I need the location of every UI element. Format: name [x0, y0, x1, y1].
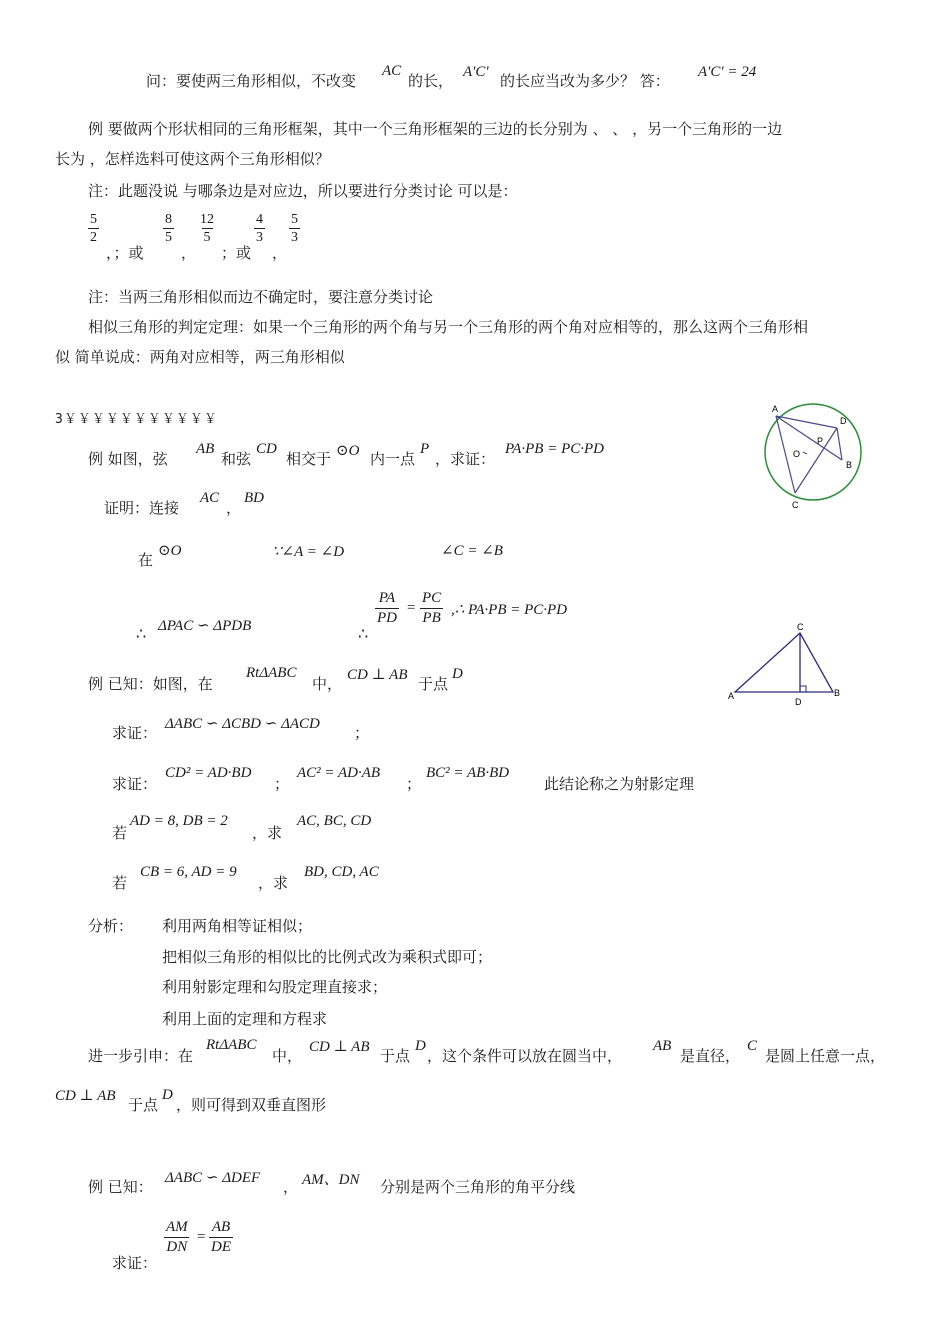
math-pa-pb: PA·PB = PC·PD — [505, 441, 605, 457]
text-length: 的长， — [408, 72, 454, 90]
math-cd: CD — [256, 441, 277, 457]
ex4-in: 中， — [312, 675, 343, 693]
eq-cd-squared: CD² = AD·BD — [165, 765, 252, 781]
eq-bc-squared: BC² = AB·BD — [426, 765, 510, 781]
example-2-line-2: 长为 ，怎样选料可使这两个三角形相似？ — [55, 150, 330, 168]
label-p: P — [817, 436, 824, 446]
ext2-d: D — [162, 1087, 173, 1103]
tri-label-d: D — [795, 697, 802, 707]
ex5-similar: ΔABC ∽ ΔDEF — [165, 1170, 261, 1186]
fraction-pc-pb: $\frac{PC}{PB}$ — [422, 590, 442, 626]
therefore-2: ∴ — [358, 624, 369, 643]
if-1-equation: AD = 8, DB = 2 — [130, 813, 228, 829]
angle-c-b: ∠C = ∠B — [441, 543, 503, 559]
ext-diameter: 是直径， — [680, 1047, 741, 1065]
if-2-find: ，求 — [258, 874, 289, 892]
ex5-comma: ， — [283, 1178, 299, 1196]
example-5-lead: 例 已知： — [88, 1178, 153, 1196]
ext-foot: 于点 — [380, 1047, 411, 1065]
triangle-figure — [725, 620, 850, 710]
ext2-perp: CD ⊥ AB — [55, 1088, 116, 1104]
tri-label-c: C — [797, 622, 804, 632]
eq-ac-squared: AC² = AD·AB — [297, 765, 381, 781]
ext-ab: AB — [653, 1038, 672, 1054]
analysis-4: 利用上面的定理和方程求 — [162, 1010, 328, 1028]
analysis-label: 分析： — [88, 917, 134, 935]
eq-sep-1: ； — [274, 775, 290, 793]
if-1-vars: AC, BC, CD — [297, 813, 372, 829]
note-1: 注：此题没说 与哪条边是对应边，所以要进行分类讨论 可以是： — [88, 182, 518, 200]
label-b: B — [846, 460, 853, 470]
fraction-result: ,∴ PA·PB = PC·PD — [451, 602, 568, 618]
right-angle-mark — [800, 686, 806, 692]
chord-dc — [795, 428, 837, 493]
if-1-find: ，求 — [252, 824, 283, 842]
ext2-foot: 于点 — [128, 1096, 159, 1114]
similar-pac-pdb: ΔPAC ∽ ΔPDB — [158, 618, 252, 634]
theorem-line-1: 相似三角形的判定定理：如果一个三角形的两个角与另一个三角形的两个角对应相等的，那么这两个三角形相 — [88, 318, 809, 336]
ex4-perp: CD ⊥ AB — [347, 667, 408, 683]
if-2-equation: CB = 6, AD = 9 — [140, 864, 237, 880]
fraction-5-2: $\frac{5}{2}$ — [90, 212, 97, 245]
example-2-line-1: 例 要做两个形状相同的三角形框架，其中一个三角形框架的三边的长分别为 、 、 ，另一个三角形的一边 — [88, 120, 783, 138]
analysis-2: 把相似三角形的相似比的比例式改为乘积式即可； — [162, 948, 493, 966]
label-a: A — [772, 404, 779, 414]
prove-semicolon: ； — [354, 724, 370, 742]
if-1: 若 — [112, 824, 128, 842]
theorem-line-2: 似 简单说成：两角对应相等，两三角形相似 — [55, 348, 345, 366]
fraction-4-3: $\frac{4}{3}$ — [256, 212, 263, 245]
projection-theorem-note: 此结论称之为射影定理 — [544, 775, 695, 793]
center-mark — [803, 452, 807, 454]
proof-ac: AC — [200, 490, 220, 506]
math-apcp: A'C' — [463, 64, 489, 80]
if-2: 若 — [112, 874, 128, 892]
text-and-chord: 和弦 — [221, 450, 252, 468]
ext-c: C — [747, 1038, 758, 1054]
tri-label-b: B — [834, 688, 841, 698]
if-2-vars: BD, CD, AC — [304, 864, 379, 880]
question-text: 问：要使两三角形相似，不改变 — [146, 72, 357, 90]
text-prove: ，求证： — [435, 450, 496, 468]
ex5-tail: 分别是两个三角形的角平分线 — [380, 1178, 576, 1196]
proof-bd: BD — [244, 490, 264, 506]
tri-label-a: A — [728, 691, 735, 701]
ext-in: 中， — [272, 1047, 303, 1065]
fraction-8-5: $\frac{8}{5}$ — [165, 212, 172, 245]
ex4-foot: 于点 — [418, 675, 449, 693]
label-o: O — [793, 449, 801, 459]
separator-1: ，；或 — [106, 244, 144, 262]
therefore-1: ∴ — [136, 624, 147, 643]
question-tail: 的长应当改为多少？ 答： — [500, 72, 670, 90]
prove-label-1: 求证： — [112, 724, 158, 742]
section-heading-3: 3￥￥￥￥￥￥￥￥￥￥￥ — [55, 412, 218, 427]
fraction-equals: = — [406, 600, 417, 616]
math-ab: AB — [196, 441, 215, 457]
example-3-lead: 例 如图，弦 — [88, 450, 168, 468]
math-p: P — [420, 441, 430, 457]
fraction-pa-pd: $\frac{PA}{PD}$ — [377, 590, 397, 626]
label-c: C — [792, 500, 799, 510]
extension-lead: 进一步引申：在 — [88, 1047, 194, 1065]
triangle-abc — [735, 633, 833, 692]
ext-rt-abc: RtΔABC — [206, 1037, 257, 1053]
note-2: 注：当两三角形相似而边不确定时，要注意分类讨论 — [88, 288, 434, 306]
separator-2: ， — [181, 244, 197, 262]
in-lead: 在 — [138, 551, 154, 569]
ext-perp: CD ⊥ AB — [309, 1039, 370, 1055]
proof-comma: ， — [226, 499, 242, 517]
analysis-3: 利用射影定理和勾股定理直接求； — [162, 978, 388, 996]
math-circle-o: ⊙O — [336, 443, 360, 459]
ex4-d: D — [452, 666, 463, 682]
example-4-lead: 例 已知：如图，在 — [88, 675, 213, 693]
prove-similar-triangles: ΔABC ∽ ΔCBD ∽ ΔACD — [165, 716, 320, 732]
answer-math: A'C' = 24 — [698, 64, 757, 80]
ext-d: D — [415, 1038, 426, 1054]
ex5-bisectors: AM、DN — [302, 1172, 360, 1188]
separator-4: ， — [272, 244, 288, 262]
fraction-am-dn: $\frac{AM}{DN}$ — [166, 1219, 188, 1255]
separator-3: ；或 — [221, 244, 252, 262]
eq-sep-2: ； — [406, 775, 422, 793]
fraction-5-3: $\frac{5}{3}$ — [291, 212, 298, 245]
math-ac: AC — [382, 63, 402, 79]
analysis-1: 利用两角相等证相似； — [162, 917, 313, 935]
in-circle: ⊙O — [158, 543, 182, 559]
ex4-rt-abc: RtΔABC — [246, 665, 297, 681]
proof-lead: 证明：连接 — [104, 499, 180, 517]
ex5-equals: = — [196, 1229, 207, 1245]
prove-label-2: 求证： — [112, 775, 158, 793]
ext2-tail: ，则可得到双垂直图形 — [176, 1096, 327, 1114]
text-inner-point: 内一点 — [370, 450, 416, 468]
ext-any-point: 是圆上任意一点， — [765, 1047, 886, 1065]
label-d: D — [840, 416, 847, 426]
ext-circle-text: ，这个条件可以放在圆当中， — [427, 1047, 623, 1065]
since-angle: ∵∠A = ∠D — [272, 544, 345, 560]
circle-figure — [755, 400, 875, 515]
chord-db — [837, 428, 842, 460]
text-intersect: 相交于 — [286, 450, 332, 468]
fraction-ab-de: $\frac{AB}{DE}$ — [211, 1219, 231, 1255]
ex5-prove-label: 求证： — [112, 1254, 158, 1272]
fraction-12-5: $\frac{12}{5}$ — [200, 212, 214, 245]
